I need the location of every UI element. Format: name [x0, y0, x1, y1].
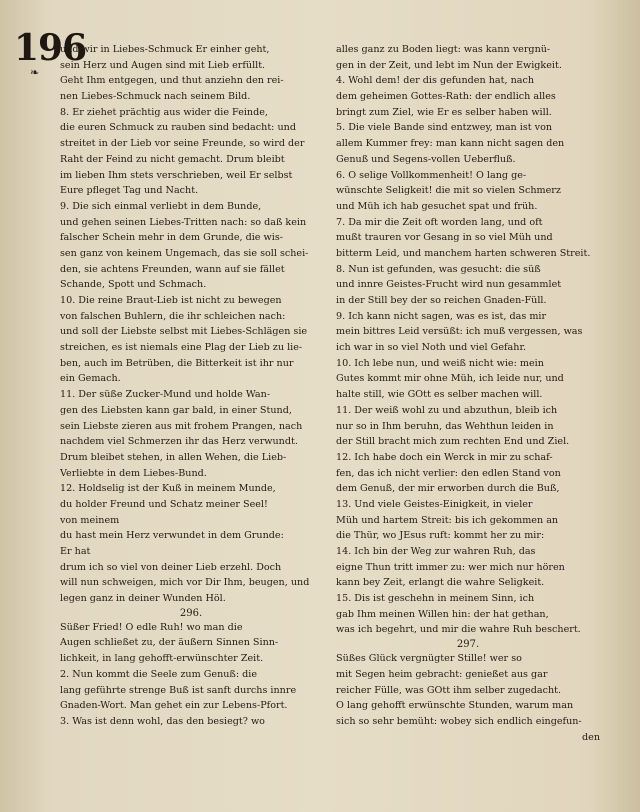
text-line: den — [582, 731, 600, 743]
text-line: 5. Die viele Bande sind entzwey, man ist von — [336, 122, 553, 134]
text-line: Raht der Feind zu nicht gemacht. Drum bleibt — [60, 153, 285, 165]
text-line: halte still, wie GOtt es selber machen will. — [336, 389, 543, 401]
text-line: 3. Was ist denn wohl, das den besiegt? wo — [60, 715, 265, 727]
text-line: die euren Schmuck zu rauben sind bedacht: und — [60, 122, 296, 134]
text-line: nur so in Ihm beruhn, das Wehthun leiden in — [336, 420, 554, 432]
text-line: mit Segen heim gebracht: genießet aus gar — [336, 668, 548, 680]
text-line: eigne Thun tritt immer zu: wer mich nur hören — [336, 561, 565, 573]
text-line: in der Still bey der so reichen Gnaden-Füll. — [336, 295, 547, 306]
text-line: lang geführte strenge Buß ist sanft durchs innre — [60, 684, 297, 696]
text-line: allem Kummer frey: man kann nicht sagen den — [336, 138, 565, 150]
text-line: sich so sehr bemüht: wobey sich endlich eingefun- — [336, 715, 582, 727]
text-line: 296. — [179, 607, 203, 619]
text-line: 2. Nun kommt die Seele zum Genuß: die — [60, 668, 258, 680]
text-line: 10. Die reine Braut-Lieb ist nicht zu bewegen — [60, 295, 282, 306]
text-line: sein Herz und Augen sind mit Lieb erfüllt. — [60, 59, 266, 71]
text-line: Verliebte in dem Liebes-Bund. — [60, 467, 207, 479]
text-line: und Müh ich hab gesuchet spat und früh. — [336, 200, 538, 212]
text-line: 6. O selige Vollkommenheit! O lang ge- — [336, 169, 527, 181]
text-line: streitet in der Lieb vor seine Freunde, so wird der — [60, 138, 305, 150]
text-line: 13. Und viele Geistes-Einigkeit, in vieler — [336, 498, 533, 510]
text-line: was ich begehrt, und mir die wahre Ruh beschert. — [336, 624, 581, 636]
text-line: 9. Ich kann nicht sagen, was es ist, das mir — [336, 310, 547, 322]
text-line: mußt trauren vor Gesang in so viel Müh und — [336, 232, 553, 244]
text-line: fen, das ich nicht verlier: den edlen Stand von — [336, 467, 561, 479]
text-line: will nun schweigen, mich vor Dir Ihm, beugen, und — [60, 577, 310, 589]
text-line: reicher Fülle, was GOtt ihm selber zugedacht. — [336, 684, 562, 696]
text-line: Gutes kommt mir ohne Müh, ich leide nur, und — [336, 373, 564, 385]
text-line: 297. — [456, 639, 480, 651]
text-line: von meinem — [60, 514, 120, 526]
text-line: gen des Liebsten kann gar bald, in einer Stund, — [60, 404, 292, 416]
text-line: 11. Der weiß wohl zu und abzuthun, bleib ich — [336, 404, 558, 416]
text-line: 7. Da mir die Zeit oft worden lang, und oft — [336, 216, 543, 228]
text-line: und gehen seinen Liebes-Tritten nach: so daß kein — [60, 216, 307, 228]
text-line: den, sie achtens Freunden, wann auf sie fället — [60, 263, 285, 275]
text-line: Müh und hartem Streit: bis ich gekommen an — [336, 514, 559, 526]
text-line: 4. Wohl dem! der dis gefunden hat, nach — [336, 75, 535, 87]
text-line: dem geheimen Gottes-Rath: der endlich alles — [336, 91, 556, 103]
text-line: und innre Geistes-Frucht wird nun gesammlet — [336, 279, 562, 291]
text-line: Schande, Spott und Schmach. — [60, 279, 207, 291]
text-line: gen in der Zeit, und lebt im Nun der Ewigkeit. — [336, 59, 562, 71]
text-line: nachdem viel Schmerzen ihr das Herz verwundt. — [60, 436, 298, 448]
text-line: und soll der Liebste selbst mit Liebes-Schlägen sie — [60, 326, 308, 338]
text-line: 15. Dis ist geschehn in meinem Sinn, ich — [336, 593, 535, 605]
text-line: bitterm Leid, und manchem harten schweren Streit. — [336, 247, 591, 259]
text-line: der Still bracht mich zum rechten End und Ziel. — [336, 436, 570, 448]
text-line: drum ich so viel von deiner Lieb erzehl. Doch — [60, 561, 282, 573]
text-line: wünschte Seligkeit! die mit so vielen Schmerz — [336, 185, 561, 197]
text-line: Gnaden-Wort. Man gehet ein zur Lebens-Pfort. — [60, 700, 288, 712]
text-line: und wir in Liebes-Schmuck Er einher geht, — [60, 44, 270, 55]
text-line: 11. Der süße Zucker-Mund und holde Wan- — [60, 389, 271, 401]
text-line: bringt zum Ziel, wie Er es selber haben will. — [336, 106, 552, 118]
text-line: Drum bleibet stehen, in allen Wehen, die Lieb- — [60, 451, 287, 463]
text-line: alles ganz zu Boden liegt: was kann vergnü- — [336, 44, 551, 55]
text-line: sein Liebste zieren aus mit frohem Prangen, nach — [60, 420, 303, 432]
text-line: falscher Schein mehr in dem Grunde, die wis- — [60, 232, 283, 244]
text-line: Geht Ihm entgegen, und thut anziehn den rei- — [60, 75, 284, 87]
text-line: sen ganz von keinem Ungemach, das sie soll schei- — [60, 247, 309, 259]
text-line: nen Liebes-Schmuck nach seinem Bild. — [60, 91, 251, 103]
text-line: kann bey Zeit, erlangt die wahre Seligkeit. — [336, 577, 545, 589]
text-line: 8. Er ziehet prächtig aus wider die Feinde, — [60, 106, 268, 118]
text-line: Genuß und Segens-vollen Ueberfluß. — [336, 153, 516, 165]
text-line: lichkeit, in lang gehofft-erwünschter Zeit. — [60, 653, 264, 665]
page-number: 196 — [14, 27, 87, 69]
text-line: legen ganz in deiner Wunden Höl. — [60, 593, 226, 605]
text-line: 14. Ich bin der Weg zur wahren Ruh, das — [336, 546, 536, 557]
text-line: gab Ihm meinen Willen hin: der hat gethan, — [336, 608, 549, 620]
text-line: O lang gehofft erwünschte Stunden, warum man — [336, 700, 574, 712]
left-column — [60, 42, 322, 730]
text-line: im lieben Ihm stets verschrieben, weil Er selbst — [60, 169, 293, 181]
text-line: ich war in so viel Noth und viel Gefahr. — [336, 342, 527, 354]
text-line: Er hat — [60, 546, 91, 557]
text-line: die Thür, wo JEsus ruft: kommt her zu mir: — [336, 530, 545, 542]
text-line: Süßer Fried! O edle Ruh! wo man die — [60, 621, 243, 633]
text-line: 10. Ich lebe nun, und weiß nicht wie: mein — [336, 357, 544, 369]
ornament-icon: ❧ — [30, 66, 40, 79]
text-line: ein Gemach. — [60, 373, 121, 385]
text-line: streichen, es ist niemals eine Plag der Lieb zu lie- — [60, 342, 303, 354]
text-line: ben, auch im Betrüben, die Bitterkeit ist ihr nur — [60, 357, 294, 369]
text-line: Süßes Glück vergnügter Stille! wer so — [336, 653, 522, 665]
text-line: dem Genuß, der mir erworben durch die Buß, — [336, 483, 560, 495]
text-line: von falschen Buhlern, die ihr schleichen nach: — [60, 310, 286, 322]
text-line: 12. Ich habe doch ein Werck in mir zu schaf- — [336, 451, 553, 463]
text-line: mein bittres Leid versüßt: ich muß vergessen, was — [336, 326, 583, 338]
text-line: 12. Holdselig ist der Kuß in meinem Munde, — [60, 483, 276, 495]
text-line: du holder Freund und Schatz meiner Seel! — [60, 498, 268, 510]
text-line: 8. Nun ist gefunden, was gesucht: die süß — [336, 263, 541, 275]
text-line: du hast mein Herz verwundet in dem Grunde: — [60, 530, 284, 542]
text-line: Augen schließet zu, der äußern Sinnen Sinn- — [60, 637, 279, 649]
text-line: 9. Die sich einmal verliebt in dem Bunde, — [60, 200, 262, 212]
text-line: Eure pfleget Tag und Nacht. — [60, 185, 199, 197]
right-column — [336, 42, 600, 745]
